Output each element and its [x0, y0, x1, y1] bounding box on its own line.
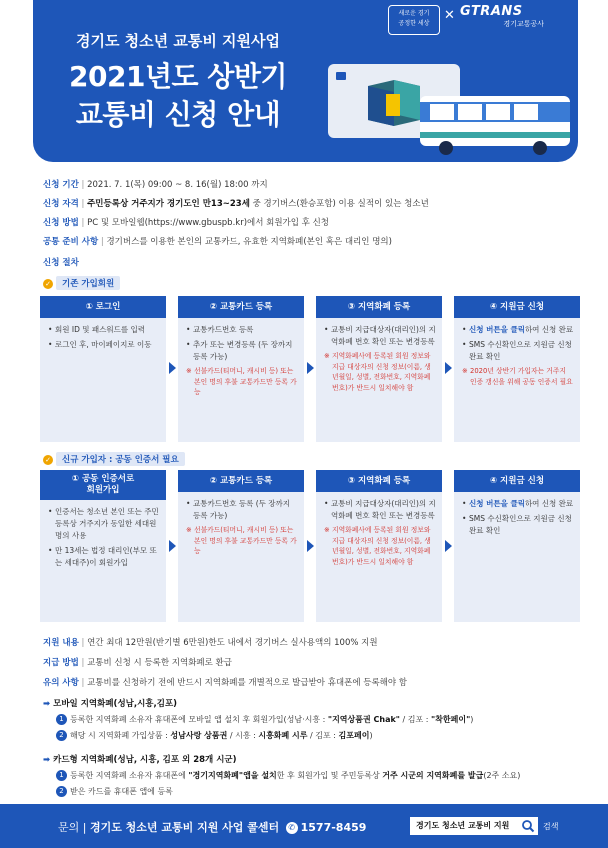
info-period: 신청 기간 | 2021. 7. 1(목) 09:00 ~ 8. 16(월) 18:00 까지 [43, 180, 268, 190]
arrow-icon: ➡ [43, 699, 51, 709]
new-step-card: ② 교통카드 등록 • 교통카드번호 등록 (두 장까지 등록 가능) ※ 선불카드(티머니, 캐시비 등) 또는 본인 명의 후불 교통카드만 등록 가능 [178, 470, 304, 622]
existing-step-card: ② 교통카드 등록 • 교통카드번호 등록 • 추가 또는 변경등록 (두 장까지 등록 가능) ※ 선불카드(티머니, 캐시비 등) 또는 본인 명의 후불 교통카드만 등록 가능 [178, 296, 304, 442]
existing-step-currency: ③ 지역화폐 등록 • 교통비 지급대상자(대리인)의 지역화폐 번호 확인 또는 변경등록 ※ 지역화폐사에 등록된 회원 정보와 지급 대상자의 신청 정보(이름, 생년월일, 성별, 전화번호, 지역화폐 번호)가 반드시 일치해야 함 [316, 296, 442, 442]
existing-step-apply: ④ 지원금 신청 • 신청 버튼을 클릭하여 신청 완료 • SMS 수신확인으로 지원금 신청 완료 확인 ※ 2020년 상반기 가입자는 거주지 인증 갱신을 위해 공동 인증서 필요 [454, 296, 580, 442]
mobile-currency-heading: ➡ 모바일 지역화폐(성남,시흥,김포) [43, 699, 178, 709]
card-currency-heading: ➡ 카드형 지역화폐(성남, 시흥, 김포 외 28개 시군) [43, 755, 237, 765]
new-member-badge: ✓ 신규 가입자 : 공동 인증서 필요 [43, 452, 185, 466]
footer-contact: 문의 | 경기도 청소년 교통비 지원 사업 콜센터 ✆ 1577-8459 [58, 821, 367, 834]
gtrans-logo: GTRANS 경기교통공사 [460, 4, 544, 28]
new-step-apply: ④ 지원금 신청 • 신청 버튼을 클릭하여 신청 완료 • SMS 수신확인으로 지원금 신청 완료 확인 [454, 470, 580, 622]
search-icon[interactable] [520, 818, 536, 834]
arrow-right-icon [445, 362, 452, 374]
mobile-step-1: 1 등록한 지역화폐 소유자 휴대폰에 모바일 앱 설치 후 회원가입(성남·시흥 : "지역상품권 Chak" / 김포 : "착한페이") [56, 714, 473, 725]
info-eligibility: 신청 자격 | 주민등록상 거주지가 경기도인 만13~23세 중 경기버스(환승포함) 이용 실적이 있는 청소년 [43, 199, 429, 209]
card-step-1: 1 등록한 지역화폐 소유자 휴대폰에 "경기지역화폐"앱을 설치한 후 회원가입 및 주민등록상 거주 시군의 지역화폐를 발급(2주 소요) [56, 770, 520, 781]
header-subtitle: 경기도 청소년 교통비 지원사업 [75, 32, 281, 50]
search-label: 검색 [543, 822, 559, 831]
arrow-right-icon [169, 540, 176, 552]
check-icon: ✓ [43, 279, 53, 289]
footer-search-box[interactable]: 경기도 청소년 교통비 지원 [410, 817, 538, 835]
existing-member-badge: ✓ 기존 가입회원 [43, 276, 120, 290]
header-title-line1: 2021년도 상반기 [69, 60, 287, 93]
info-procedure: 신청 절차 [43, 258, 79, 268]
gyeonggi-logo: 새로운 경기 공정한 세상 [388, 5, 440, 35]
arrow-right-icon [307, 362, 314, 374]
bus-illustration [410, 88, 570, 158]
info-method: 신청 방법 | PC 및 모바일웹(https://www.gbuspb.kr)에서 회원가입 후 신청 [43, 218, 330, 228]
arrow-icon: ➡ [43, 755, 51, 765]
arrow-right-icon [307, 540, 314, 552]
payment-method: 지급 방법 | 교통비 신청 시 등록한 지역화폐로 환급 [43, 658, 232, 668]
arrow-right-icon [445, 540, 452, 552]
header-title-line2: 교통비 신청 안내 [75, 98, 281, 131]
card-step-2: 2 받은 카드를 휴대폰 앱에 등록 [56, 786, 173, 797]
header-title [33, 58, 323, 134]
caution-note: 유의 사항 | 교통비를 신청하기 전에 반드시 지역화폐를 개별적으로 발급받아 휴대폰에 등록해야 함 [43, 678, 408, 688]
phone-icon: ✆ [286, 822, 298, 834]
mobile-step-2: 2 해당 시 지역화폐 가입상품 : 성남사랑 상품권 / 시흥 : 시흥화폐 시루 / 김포 : 김포페이) [56, 730, 373, 741]
support-content: 지원 내용 | 연간 최대 12만원(반기별 6만원)한도 내에서 경기버스 실사용액의 100% 지원 [43, 638, 378, 648]
new-step-currency: ③ 지역화폐 등록 • 교통비 지급대상자(대리인)의 지역화폐 번호 확인 또는 변경등록 ※ 지역화폐사에 등록된 회원 정보와 지급 대상자의 신청 정보(이름, 생년월일, 성별, 전화번호, 지역화폐 번호)가 반드시 일치해야 함 [316, 470, 442, 622]
arrow-right-icon [169, 362, 176, 374]
check-icon: ✓ [43, 455, 53, 465]
footer-bar [0, 804, 608, 848]
info-requirements: 공통 준비 사항 | 경기버스를 이용한 본인의 교통카드, 유효한 지역화폐(본인 혹은 대리인 명의) [43, 237, 392, 247]
new-step-signup: ① 공동 인증서로 회원가입 • 인증서는 청소년 본인 또는 주민등록상 거주지가 동일한 세대원 명의 사용 • 만 13세는 법정 대리인(부모 또는 세대주)이 회원가입 [40, 470, 166, 622]
logo-separator: ✕ [444, 8, 455, 23]
existing-step-login: ① 로그인 • 회원 ID 및 패스워드를 입력 • 로그인 후, 마이페이지로 이동 [40, 296, 166, 442]
